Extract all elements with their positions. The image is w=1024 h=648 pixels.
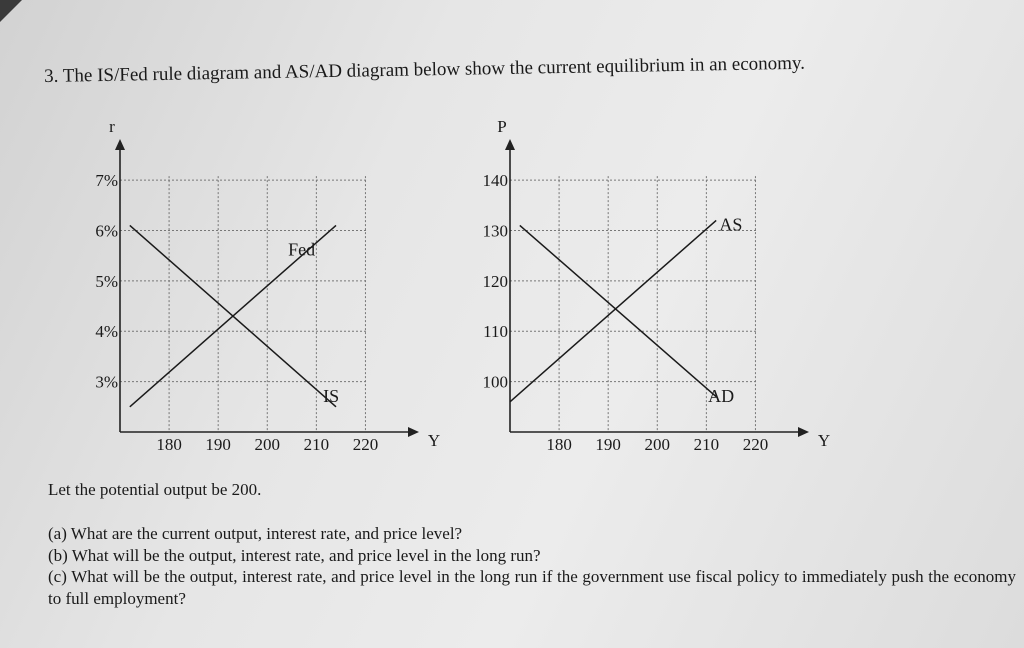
x-tick-label: 220 [742,435,769,454]
x-tick-label: 180 [546,435,572,454]
x-tick-label: 190 [595,435,621,454]
x-axis-label: Y [427,431,441,450]
y-tick-label: 110 [483,322,508,342]
x-tick-label: 220 [352,435,379,454]
curve-label-ad: AD [708,385,735,406]
y-tick-label: 130 [482,221,508,241]
page-corner-shadow [0,0,22,22]
is-fed-diagram [60,117,460,460]
x-tick-label: 210 [693,435,720,454]
y-axis-label: P [497,117,507,136]
curve-label-as: AS [719,214,743,235]
x-axis-arrowhead [408,427,419,437]
is-fed-chart-svg [60,117,460,460]
as-ad-chart-svg [450,117,850,460]
y-axis-label: r [109,117,115,136]
x-tick-label: 210 [303,435,330,454]
x-axis-arrowhead [798,427,809,437]
question-title: 3. The IS/Fed rule diagram and AS/AD diagram below show the current equilibrium in an economy. [44,52,806,87]
curve-label-is: IS [323,385,340,406]
y-tick-label: 6% [95,221,118,241]
x-tick-label: 190 [205,435,231,454]
y-axis-arrowhead [505,139,515,150]
y-tick-label: 120 [482,271,508,291]
curve-label-fed: Fed [288,239,316,260]
y-tick-label: 3% [95,372,118,392]
x-tick-label: 200 [644,435,671,454]
y-tick-label: 7% [95,171,118,191]
y-tick-label: 140 [482,171,508,191]
curve-as [510,220,716,401]
x-axis-label: Y [817,431,831,450]
question-part-a: (a) What are the current output, interest rate, and price level? [48,524,463,543]
y-axis-arrowhead [115,139,125,150]
potential-output-statement: Let the potential output be 200. [48,480,262,499]
question-part-c: (c) What will be the output, interest rate, and price level in the long run if the government use fiscal policy to immediately push the economy to full employment? [48,567,1016,608]
y-tick-label: 100 [482,372,508,392]
curve-ad [520,225,716,396]
x-tick-label: 200 [254,435,281,454]
question-part-b: (b) What will be the output, interest rate, and price level in the long run? [48,546,541,565]
x-tick-label: 180 [156,435,182,454]
as-ad-diagram [450,117,850,460]
y-tick-label: 5% [95,271,118,291]
y-tick-label: 4% [95,322,118,342]
